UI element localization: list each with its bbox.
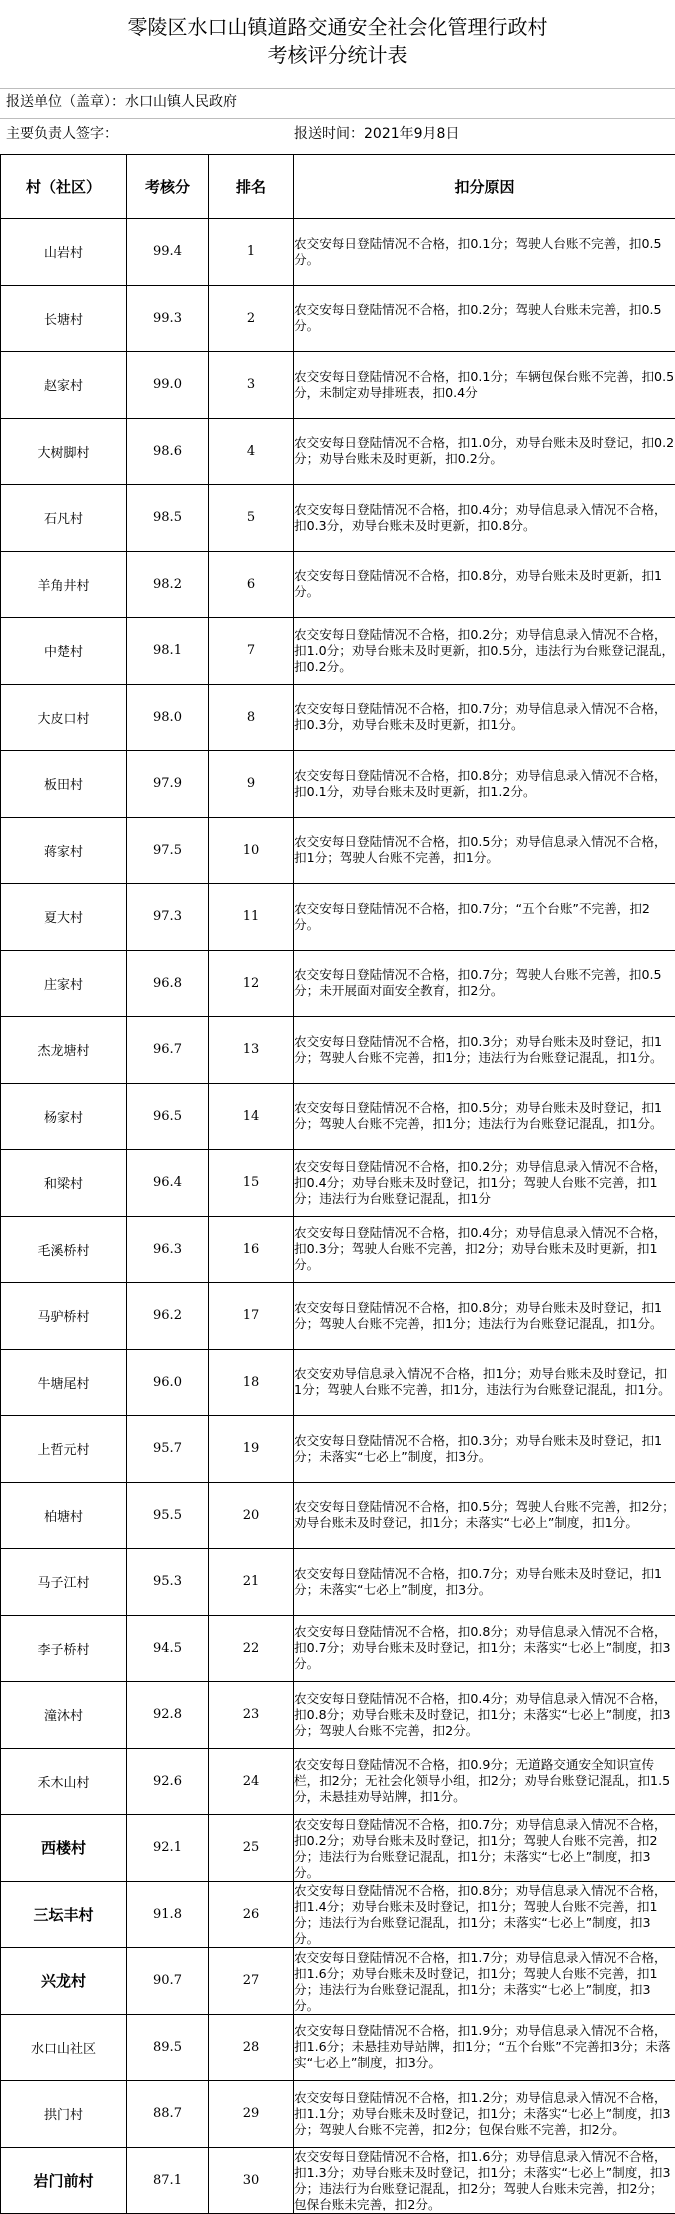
deduction-reason-text: 农交安每日登陆情况不合格，扣0.1分；驾驶人台账不完善，扣0.5分。 — [294, 236, 675, 268]
table-row — [1, 1017, 675, 1084]
table-row — [1, 1216, 675, 1283]
deduction-reason-cell — [294, 219, 675, 286]
score-cell: 89.5 — [127, 2014, 209, 2081]
deduction-reason-cell — [294, 1948, 675, 2015]
deduction-reason-text: 农交安每日登陆情况不合格，扣0.2分；劝导信息录入情况不合格，扣0.4分；劝导台账未及时登记，扣1分；驾驶人台账不完善，扣1分；违法行为台账登记混乱，扣1分 — [294, 1159, 675, 1207]
deduction-reason-text: 农交安每日登陆情况不合格，扣1.2分；劝导信息录入情况不合格，扣1.1分；劝导台账未及时登记，扣1分；未落实“七必上”制度，扣3分；驾驶人台账不完善，扣2分；包保台账不完善，扣2分。 — [294, 2090, 675, 2138]
table-row — [1, 1482, 675, 1549]
deduction-reason-text: 农交安每日登陆情况不合格，扣0.3分；劝导台账未及时登记，扣1分；驾驶人台账不完善，扣1分；违法行为台账登记混乱，扣1分。 — [294, 1034, 675, 1066]
village-name-cell: 毛溪桥村 — [1, 1216, 127, 1283]
deduction-reason-text: 农交安劝导信息录入情况不合格，扣1分；劝导台账未及时登记，扣1分；驾驶人台账不完善，扣1分，违法行为台账登记混乱，扣1分。 — [294, 1366, 675, 1398]
deduction-reason-cell — [294, 2081, 675, 2148]
rank-cell: 29 — [209, 2081, 294, 2148]
rank-cell: 21 — [209, 1549, 294, 1616]
deduction-reason-text: 农交安每日登陆情况不合格，扣0.5分；驾驶人台账不完善，扣2分；劝导台账未及时登记，扣1分；未落实“七必上”制度，扣1分。 — [294, 1499, 675, 1531]
village-name-cell: 潼沐村 — [1, 1682, 127, 1749]
village-name-cell: 石凡村 — [1, 485, 127, 552]
rank-cell: 11 — [209, 884, 294, 951]
table-header-row — [1, 155, 675, 219]
village-name-cell: 马驴桥村 — [1, 1283, 127, 1350]
table-row — [1, 1881, 675, 1948]
table-row — [1, 1748, 675, 1815]
village-name-cell: 赵家村 — [1, 352, 127, 419]
table-row — [1, 884, 675, 951]
score-cell: 94.5 — [127, 1615, 209, 1682]
deduction-reason-cell — [294, 1482, 675, 1549]
table-row — [1, 2081, 675, 2148]
table-row — [1, 485, 675, 552]
score-cell: 99.0 — [127, 352, 209, 419]
score-cell: 96.3 — [127, 1216, 209, 1283]
deduction-reason-cell — [294, 1416, 675, 1483]
score-cell: 95.7 — [127, 1416, 209, 1483]
table-row — [1, 1682, 675, 1749]
village-name-cell: 大树脚村 — [1, 418, 127, 485]
rank-cell: 17 — [209, 1283, 294, 1350]
score-cell: 97.5 — [127, 817, 209, 884]
rank-cell: 23 — [209, 1682, 294, 1749]
table-row — [1, 1549, 675, 1616]
deduction-reason-text: 农交安每日登陆情况不合格，扣1.6分；劝导信息录入情况不合格，扣1.3分；劝导台账未及时登记，扣1分；未落实“七必上”制度，扣3分；违法行为台账登记混乱，扣2分；驾驶人台账未完善，扣2分；包保台账未完善，扣2分。 — [294, 2149, 675, 2211]
deduction-reason-cell — [294, 2014, 675, 2081]
score-cell: 92.6 — [127, 1748, 209, 1815]
deduction-reason-text: 农交安每日登陆情况不合格，扣0.8分；劝导台账未及时登记，扣1分；驾驶人台账不完善，扣1分；违法行为台账登记混乱，扣1分。 — [294, 1300, 675, 1332]
deduction-reason-text: 农交安每日登陆情况不合格，扣0.7分；劝导信息录入情况不合格，扣0.3分，劝导台账未及时更新，扣1分。 — [294, 701, 675, 733]
divider — [0, 88, 675, 89]
village-name-cell: 蒋家村 — [1, 817, 127, 884]
score-cell: 98.5 — [127, 485, 209, 552]
report-time: 报送时间：2021年9月8日 — [294, 124, 459, 144]
village-name-cell: 岩门前村 — [1, 2147, 127, 2214]
village-name-cell: 大皮口村 — [1, 684, 127, 751]
deduction-reason-text: 农交安每日登陆情况不合格，扣0.2分；劝导信息录入情况不合格，扣1.0分；劝导台账未及时更新，扣0.5分，违法行为台账登记混乱，扣0.2分。 — [294, 627, 675, 675]
deduction-reason-text: 农交安每日登陆情况不合格，扣0.8分，劝导台账未及时更新，扣1分。 — [294, 568, 675, 600]
deduction-reason-text: 农交安每日登陆情况不合格，扣0.5分；劝导台账未及时登记，扣1分；驾驶人台账不完善，扣1分；违法行为台账登记混乱，扣1分。 — [294, 1100, 675, 1132]
table-row — [1, 1150, 675, 1217]
deduction-reason-cell — [294, 485, 675, 552]
deduction-reason-text: 农交安每日登陆情况不合格，扣0.3分；劝导台账未及时登记，扣1分；未落实“七必上”制度，扣3分。 — [294, 1433, 675, 1465]
village-name-cell: 水口山社区 — [1, 2014, 127, 2081]
deduction-reason-cell — [294, 1881, 675, 1948]
score-table — [0, 154, 675, 2214]
score-cell: 92.8 — [127, 1682, 209, 1749]
deduction-reason-text: 农交安每日登陆情况不合格，扣0.4分；劝导信息录入情况不合格，扣0.3分，劝导台账未及时更新，扣0.8分。 — [294, 502, 675, 534]
deduction-reason-cell — [294, 1216, 675, 1283]
table-row — [1, 1815, 675, 1882]
sheet-title-line2: 考核评分统计表 — [0, 42, 675, 68]
header-reason: 扣分原因 — [294, 155, 675, 219]
deduction-reason-cell — [294, 1349, 675, 1416]
header-score: 考核分 — [127, 155, 209, 219]
rank-cell: 8 — [209, 684, 294, 751]
divider — [0, 118, 675, 119]
rank-cell: 6 — [209, 551, 294, 618]
score-cell: 88.7 — [127, 2081, 209, 2148]
deduction-reason-cell — [294, 684, 675, 751]
rank-cell: 5 — [209, 485, 294, 552]
reporting-unit: 报送单位（盖章）：水口山镇人民政府 — [6, 92, 237, 112]
deduction-reason-cell — [294, 1682, 675, 1749]
deduction-reason-text: 农交安每日登陆情况不合格，扣0.5分；劝导信息录入情况不合格，扣1分；驾驶人台账不完善，扣1分。 — [294, 834, 675, 866]
header-rank: 排名 — [209, 155, 294, 219]
score-cell: 99.3 — [127, 285, 209, 352]
rank-cell: 15 — [209, 1150, 294, 1217]
village-name-cell: 庄家村 — [1, 950, 127, 1017]
score-cell: 91.8 — [127, 1881, 209, 1948]
village-name-cell: 柏塘村 — [1, 1482, 127, 1549]
table-row — [1, 285, 675, 352]
score-cell: 96.8 — [127, 950, 209, 1017]
rank-cell: 2 — [209, 285, 294, 352]
deduction-reason-text: 农交安每日登陆情况不合格，扣0.7分；劝导台账未及时登记，扣1分；未落实“七必上”制度，扣3分。 — [294, 1566, 675, 1598]
deduction-reason-cell — [294, 1083, 675, 1150]
rank-cell: 25 — [209, 1815, 294, 1882]
table-row — [1, 1948, 675, 2015]
deduction-reason-cell — [294, 1815, 675, 1882]
deduction-reason-text: 农交安每日登陆情况不合格，扣0.8分；劝导信息录入情况不合格，扣1.4分；劝导台账未及时登记，扣1分；驾驶人台账不完善，扣1分；违法行为台账登记混乱，扣1分；未落实“七必上”制度，扣3分。 — [294, 1883, 675, 1945]
leader-signature-label: 主要负责人签字： — [6, 124, 118, 144]
rank-cell: 20 — [209, 1482, 294, 1549]
score-cell: 96.7 — [127, 1017, 209, 1084]
deduction-reason-cell — [294, 1615, 675, 1682]
score-cell: 97.9 — [127, 751, 209, 818]
village-name-cell: 杰龙塘村 — [1, 1017, 127, 1084]
table-row — [1, 618, 675, 685]
score-cell: 97.3 — [127, 884, 209, 951]
deduction-reason-cell — [294, 1549, 675, 1616]
deduction-reason-text: 农交安每日登陆情况不合格，扣0.8分；劝导信息录入情况不合格，扣0.1分，劝导台账未及时更新，扣1.2分。 — [294, 768, 675, 800]
village-name-cell: 拱门村 — [1, 2081, 127, 2148]
score-cell: 87.1 — [127, 2147, 209, 2214]
deduction-reason-cell — [294, 1017, 675, 1084]
score-cell: 96.4 — [127, 1150, 209, 1217]
rank-cell: 26 — [209, 1881, 294, 1948]
deduction-reason-text: 农交安每日登陆情况不合格，扣0.1分；车辆包保台账不完善，扣0.5分，未制定劝导排班表，扣0.4分 — [294, 369, 675, 401]
rank-cell: 14 — [209, 1083, 294, 1150]
score-cell: 98.2 — [127, 551, 209, 618]
table-row — [1, 684, 675, 751]
deduction-reason-cell — [294, 751, 675, 818]
deduction-reason-text: 农交安每日登陆情况不合格，扣1.0分，劝导台账未及时登记，扣0.2分；劝导台账未及时更新，扣0.2分。 — [294, 435, 675, 467]
score-cell: 99.4 — [127, 219, 209, 286]
deduction-reason-text: 农交安每日登陆情况不合格，扣1.9分；劝导信息录入情况不合格，扣1.6分；未悬挂劝导站牌，扣1分；“五个台账”不完善扣3分；未落实“七必上”制度，扣3分。 — [294, 2023, 675, 2071]
village-name-cell: 山岩村 — [1, 219, 127, 286]
deduction-reason-cell — [294, 1283, 675, 1350]
rank-cell: 4 — [209, 418, 294, 485]
village-name-cell: 杨家村 — [1, 1083, 127, 1150]
rank-cell: 10 — [209, 817, 294, 884]
header-village: 村（社区） — [1, 155, 127, 219]
rank-cell: 9 — [209, 751, 294, 818]
village-name-cell: 禾木山村 — [1, 1748, 127, 1815]
deduction-reason-cell — [294, 2147, 675, 2214]
deduction-reason-cell — [294, 884, 675, 951]
village-name-cell: 三坛丰村 — [1, 1881, 127, 1948]
deduction-reason-cell — [294, 418, 675, 485]
deduction-reason-cell — [294, 1150, 675, 1217]
deduction-reason-cell — [294, 285, 675, 352]
table-row — [1, 1349, 675, 1416]
table-row — [1, 219, 675, 286]
deduction-reason-text: 农交安每日登陆情况不合格，扣0.2分；驾驶人台账未完善，扣0.5分。 — [294, 302, 675, 334]
rank-cell: 7 — [209, 618, 294, 685]
score-cell: 98.1 — [127, 618, 209, 685]
village-name-cell: 西楼村 — [1, 1815, 127, 1882]
sheet-title-line1: 零陵区水口山镇道路交通安全社会化管理行政村 — [0, 14, 675, 40]
rank-cell: 24 — [209, 1748, 294, 1815]
table-row — [1, 551, 675, 618]
rank-cell: 3 — [209, 352, 294, 419]
table-row — [1, 1083, 675, 1150]
deduction-reason-text: 农交安每日登陆情况不合格，扣0.9分；无道路交通安全知识宣传栏，扣2分；无社会化领导小组，扣2分；劝导台账登记混乱，扣1.5分，未悬挂劝导站牌，扣1分。 — [294, 1757, 675, 1805]
deduction-reason-text: 农交安每日登陆情况不合格，扣0.4分；劝导信息录入情况不合格，扣0.3分；驾驶人台账不完善，扣2分；劝导台账未及时更新，扣1分。 — [294, 1225, 675, 1273]
village-name-cell: 马子江村 — [1, 1549, 127, 1616]
table-row — [1, 1416, 675, 1483]
score-cell: 90.7 — [127, 1948, 209, 2015]
table-row — [1, 418, 675, 485]
village-name-cell: 长塘村 — [1, 285, 127, 352]
table-row — [1, 950, 675, 1017]
rank-cell: 28 — [209, 2014, 294, 2081]
score-cell: 92.1 — [127, 1815, 209, 1882]
village-name-cell: 夏大村 — [1, 884, 127, 951]
score-cell: 98.6 — [127, 418, 209, 485]
deduction-reason-cell — [294, 950, 675, 1017]
table-row — [1, 1615, 675, 1682]
deduction-reason-text: 农交安每日登陆情况不合格，扣0.8分；劝导信息录入情况不合格，扣0.7分；劝导台账未及时登记，扣1分；未落实“七必上”制度，扣3分。 — [294, 1624, 675, 1672]
table-row — [1, 2147, 675, 2214]
rank-cell: 22 — [209, 1615, 294, 1682]
rank-cell: 27 — [209, 1948, 294, 2015]
village-name-cell: 李子桥村 — [1, 1615, 127, 1682]
score-cell: 96.5 — [127, 1083, 209, 1150]
deduction-reason-cell — [294, 618, 675, 685]
rank-cell: 13 — [209, 1017, 294, 1084]
village-name-cell: 牛塘尾村 — [1, 1349, 127, 1416]
score-cell: 96.0 — [127, 1349, 209, 1416]
deduction-reason-text: 农交安每日登陆情况不合格，扣0.7分；劝导信息录入情况不合格，扣0.2分；劝导台账未及时登记，扣1分；驾驶人台账不完善，扣2分；违法行为台账登记混乱，扣1分；未落实“七必上”制度，扣3分。 — [294, 1817, 675, 1879]
deduction-reason-text: 农交安每日登陆情况不合格，扣0.4分；劝导信息录入情况不合格，扣0.8分；劝导台账未及时登记，扣1分；未落实“七必上”制度，扣3分；驾驶人台账不完善，扣2分。 — [294, 1691, 675, 1739]
deduction-reason-cell — [294, 1748, 675, 1815]
table-row — [1, 1283, 675, 1350]
rank-cell: 30 — [209, 2147, 294, 2214]
rank-cell: 1 — [209, 219, 294, 286]
village-name-cell: 和梁村 — [1, 1150, 127, 1217]
deduction-reason-text: 农交安每日登陆情况不合格，扣1.7分；劝导信息录入情况不合格，扣1.6分；劝导台账未及时登记，扣1分；驾驶人台账不完善，扣1分；违法行为台账登记混乱，扣1分；未落实“七必上”制度，扣3分。 — [294, 1950, 675, 2012]
rank-cell: 19 — [209, 1416, 294, 1483]
table-row — [1, 751, 675, 818]
table-row — [1, 817, 675, 884]
deduction-reason-cell — [294, 551, 675, 618]
rank-cell: 18 — [209, 1349, 294, 1416]
village-name-cell: 板田村 — [1, 751, 127, 818]
deduction-reason-text: 农交安每日登陆情况不合格，扣0.7分；“五个台账”不完善，扣2分。 — [294, 901, 675, 933]
deduction-reason-text: 农交安每日登陆情况不合格，扣0.7分；驾驶人台账不完善，扣0.5分；未开展面对面安全教育，扣2分。 — [294, 967, 675, 999]
deduction-reason-cell — [294, 352, 675, 419]
village-name-cell: 兴龙村 — [1, 1948, 127, 2015]
rank-cell: 16 — [209, 1216, 294, 1283]
village-name-cell: 羊角井村 — [1, 551, 127, 618]
village-name-cell: 中楚村 — [1, 618, 127, 685]
table-row — [1, 2014, 675, 2081]
score-cell: 95.5 — [127, 1482, 209, 1549]
table-row — [1, 352, 675, 419]
score-cell: 96.2 — [127, 1283, 209, 1350]
rank-cell: 12 — [209, 950, 294, 1017]
score-cell: 98.0 — [127, 684, 209, 751]
deduction-reason-cell — [294, 817, 675, 884]
village-name-cell: 上哲元村 — [1, 1416, 127, 1483]
score-cell: 95.3 — [127, 1549, 209, 1616]
